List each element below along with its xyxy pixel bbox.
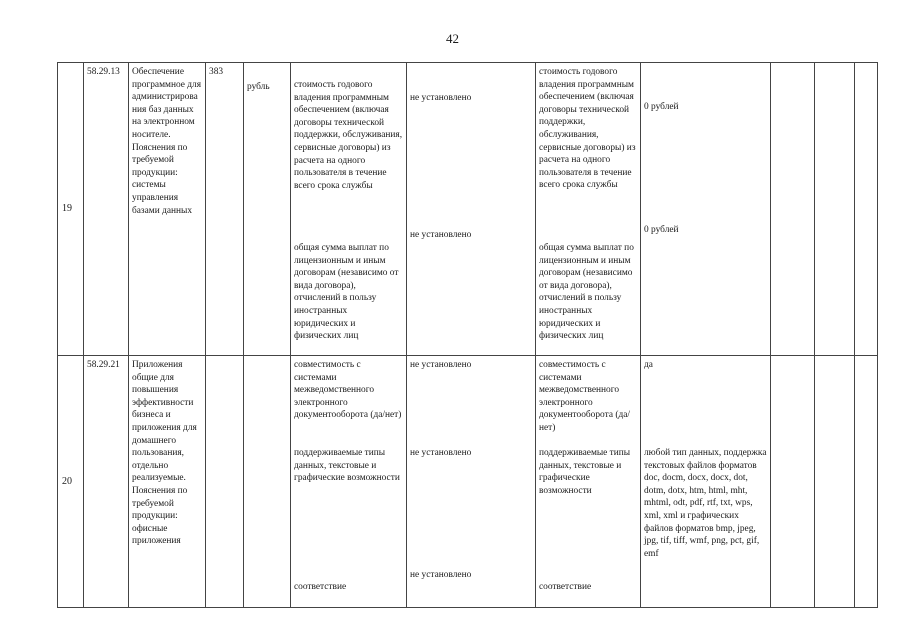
- authority-value: не установлено: [410, 448, 472, 458]
- empty-cell: [771, 356, 815, 608]
- okpd-code: 58.29.13: [84, 63, 129, 356]
- characteristic-cell: [291, 356, 407, 608]
- characteristic-name: поддерживаемые типы данных, текстовые и графические возможности: [294, 448, 400, 484]
- approved-characteristic-name: совместимость с системами межведомственного электронного документооборота (да/нет): [539, 360, 630, 433]
- authority-value-cell: [407, 356, 536, 608]
- table-row: [58, 63, 878, 356]
- product-name: Обеспечение программное для администрирования баз данных на электронном носителе. Пояснения по требуемой продукции: системы управления базами данных: [129, 63, 206, 356]
- table-row: [58, 356, 878, 608]
- approved-value: 0 рублей: [644, 225, 679, 235]
- unit-cell: [244, 356, 291, 608]
- empty-cell: [771, 63, 815, 356]
- unit-cell: [244, 63, 291, 356]
- approved-characteristic-cell: [536, 63, 641, 356]
- approved-value: 0 рублей: [644, 102, 679, 112]
- empty-cell: [855, 356, 878, 608]
- page-number: 42: [446, 31, 459, 46]
- approved-value-cell: [641, 63, 771, 356]
- approved-value: любой тип данных, поддержка текстовых файлов форматов doc, docm, docx, docx, dot, dotm, dotx, htm, html, mht, mhtml, odt, pdf, rtf, txt, wps, xml, xml и графических файлов форматов bmp, jpeg, jpg, tif, tiff, wmf, png, pct, gif, emf: [644, 448, 767, 559]
- product-name: Приложения общие для повышения эффективности бизнеса и приложения для домашнего пользования, отдельно реализуемые. Пояснения по требуемой продукции: офисные приложения: [129, 356, 206, 608]
- authority-value: не установлено: [410, 360, 472, 370]
- okei-code: 383: [206, 63, 244, 356]
- unit-name: рубль: [247, 82, 270, 92]
- approved-characteristic-name: поддерживаемые типы данных, текстовые и графические возможности: [539, 448, 631, 496]
- characteristic-cell: [291, 63, 407, 356]
- characteristic-name: стоимость годового владения программным обеспечением (включая договоры технической поддержки, обслуживания, сервисные договоры) из расчета на одного пользователя в течение всего срока службы: [294, 80, 403, 191]
- okei-code: [206, 356, 244, 608]
- authority-value: не установлено: [410, 230, 472, 240]
- authority-value-cell: [407, 63, 536, 356]
- approved-characteristic-name: общая сумма выплат по лицензионным и иным договорам (независимо от вида договора), отчислений в пользу иностранных юридических и физических лиц: [539, 243, 634, 342]
- characteristic-name: соответствие: [294, 582, 347, 592]
- row-number: 19: [58, 63, 84, 356]
- empty-cell: [815, 356, 855, 608]
- approved-value-cell: [641, 356, 771, 608]
- approved-value: да: [644, 360, 653, 370]
- approved-characteristic-cell: [536, 356, 641, 608]
- row-number: 20: [58, 356, 84, 608]
- empty-cell: [815, 63, 855, 356]
- characteristic-name: совместимость с системами межведомственного электронного документооборота (да/нет): [294, 360, 402, 421]
- approved-characteristic-name: соответствие: [539, 582, 592, 592]
- authority-value: не установлено: [410, 570, 472, 580]
- okpd-code: 58.29.21: [84, 356, 129, 608]
- empty-cell: [855, 63, 878, 356]
- approved-characteristic-name: стоимость годового владения программным обеспечением (включая договоры технической поддержки, обслуживания, сервисные договоры) из расчета на одного пользователя в течение всего срока службы: [539, 67, 636, 191]
- characteristic-name: общая сумма выплат по лицензионным и иным договорам (независимо от вида договора), отчислений в пользу иностранных юридических и физических лиц: [294, 243, 399, 342]
- requirements-table: [57, 62, 878, 608]
- authority-value: не установлено: [410, 93, 472, 103]
